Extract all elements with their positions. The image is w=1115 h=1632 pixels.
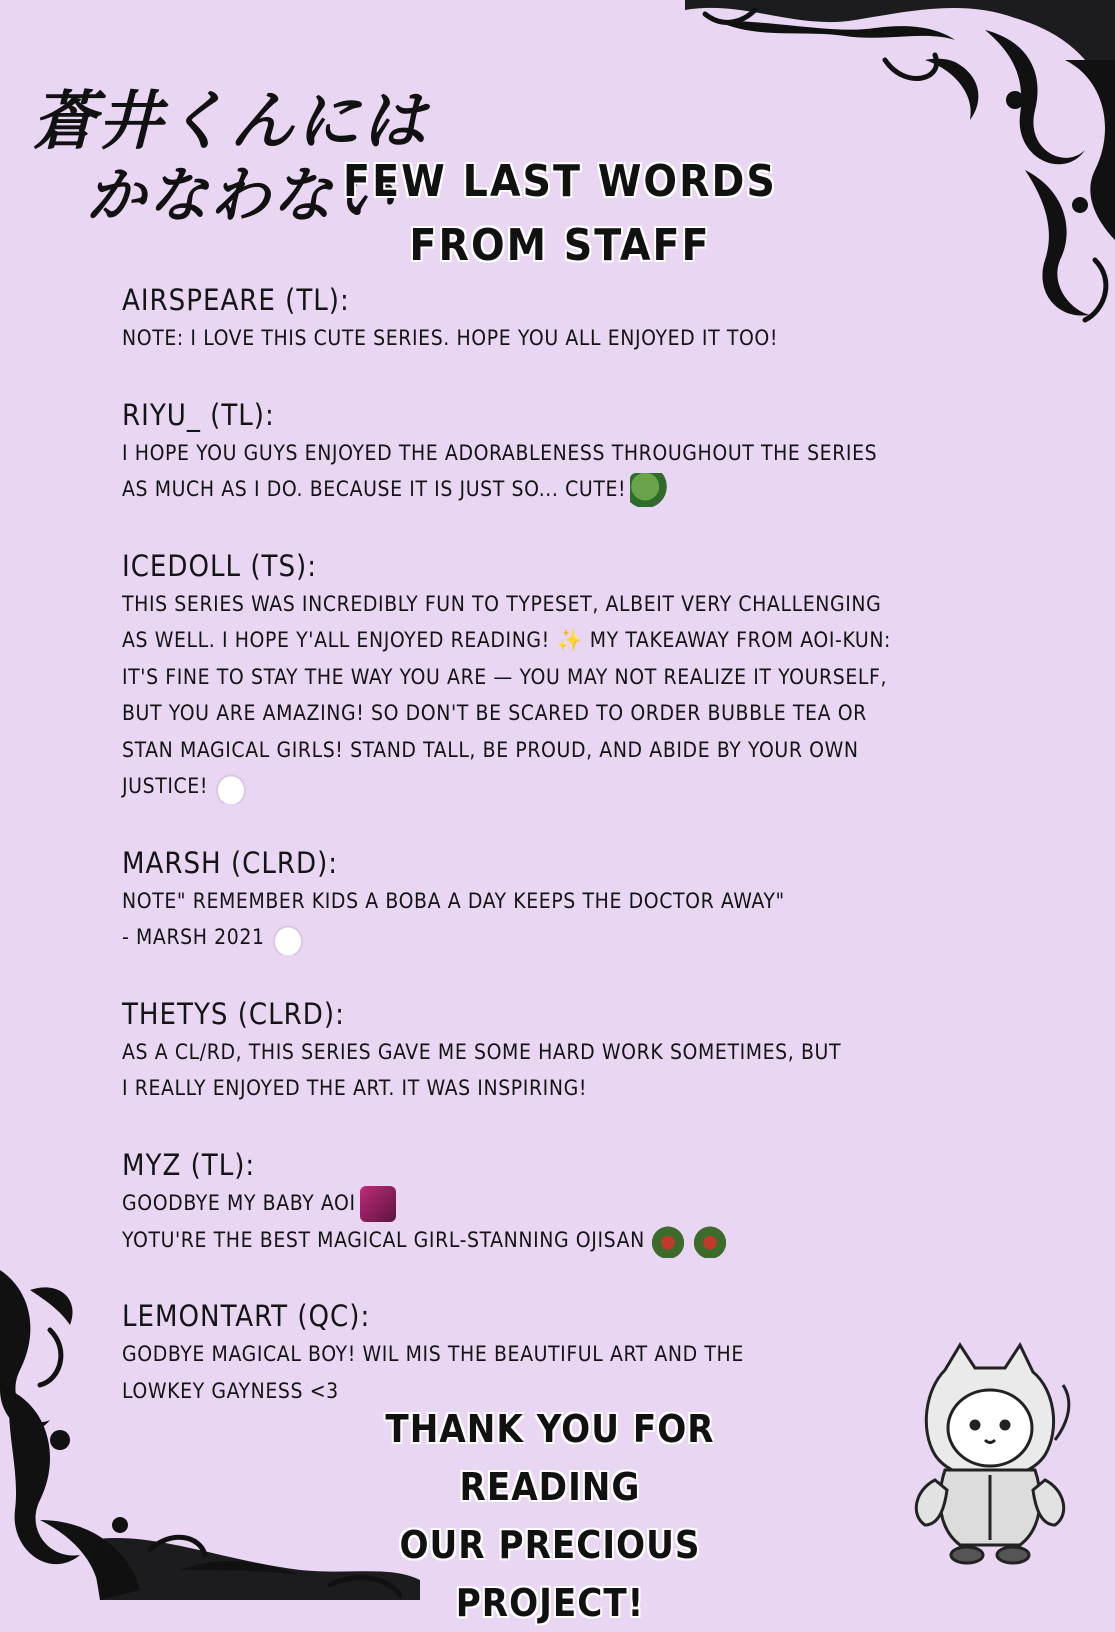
entry-text: THIS SERIES WAS INCREDIBLY FUN TO TYPESET, ALBEIT VERY CHALLENGING bbox=[122, 591, 882, 616]
entry-text: GODBYE MAGICAL BOY! WIL MIS THE BEAUTIFUL ART AND THE bbox=[122, 1342, 744, 1366]
entry-name: RIYU_ (TL): bbox=[122, 397, 275, 432]
closing-line-2: OUR PRECIOUS PROJECT! bbox=[399, 1523, 701, 1625]
entry-text: I REALLY ENJOYED THE ART. IT WAS INSPIRING! bbox=[122, 1076, 587, 1100]
logo-line-1: 蒼井くんには bbox=[32, 84, 428, 159]
entry-text: AS MUCH AS I DO. BECAUSE IT IS JUST SO... CUTE! bbox=[122, 477, 627, 501]
entry-text: - MARSH 2021 bbox=[122, 925, 265, 949]
entry-text: GOODBYE MY BABY AOI bbox=[122, 1190, 356, 1215]
entry-text: IT'S FINE TO STAY THE WAY YOU ARE — YOU MAY NOT REALIZE IT YOURSELF, bbox=[122, 664, 888, 689]
series-logo bbox=[28, 66, 428, 236]
page-title bbox=[330, 150, 790, 278]
title-line-1: FEW LAST WORDS bbox=[343, 156, 777, 207]
entry-text: JUSTICE! bbox=[122, 774, 209, 798]
bunny-bow-icon bbox=[212, 770, 250, 804]
entry-airspeare bbox=[122, 280, 962, 357]
entry-text: YOTU'RE THE BEST MAGICAL GIRL-STANNING OJISAN bbox=[122, 1227, 645, 1252]
entry-name: MYZ (TL): bbox=[122, 1147, 256, 1182]
entry-name: AIRSPEARE (TL): bbox=[122, 283, 350, 317]
entry-text: BUT YOU ARE AMAZING! SO DON'T BE SCARED TO ORDER BUBBLE TEA OR bbox=[122, 701, 867, 725]
entry-marsh bbox=[122, 843, 962, 956]
entry-lemontart bbox=[122, 1296, 962, 1409]
entry-text: NOTE: I LOVE THIS CUTE SERIES. HOPE YOU ALL ENJOYED IT TOO! bbox=[122, 326, 779, 350]
aoi-face-icon bbox=[360, 1186, 396, 1222]
entry-myz bbox=[122, 1145, 962, 1259]
entry-text: AS WELL. I HOPE Y'ALL ENJOYED READING! ✨ MY TAKEAWAY FROM AOI-KUN: bbox=[122, 628, 892, 652]
mascot-illustration bbox=[905, 1340, 1075, 1570]
entry-name: THETYS (CLRD): bbox=[122, 996, 345, 1031]
frog-heart-icon bbox=[691, 1224, 729, 1258]
entry-thetys bbox=[122, 994, 962, 1107]
bunny-heart-icon bbox=[269, 921, 307, 955]
staff-notes bbox=[122, 280, 962, 1447]
entry-text: STAN MAGICAL GIRLS! STAND TALL, BE PROUD, AND ABIDE BY YOUR OWN bbox=[122, 737, 859, 762]
frog-heart-icon bbox=[649, 1224, 687, 1258]
entry-text: AS A CL/RD, THIS SERIES GAVE ME SOME HARD WORK SOMETIMES, BUT bbox=[122, 1039, 842, 1064]
closing-line-1: THANK YOU FOR READING bbox=[385, 1407, 715, 1509]
entry-text: I HOPE YOU GUYS ENJOYED THE ADORABLENESS THROUGHOUT THE SERIES bbox=[122, 440, 878, 465]
closing-message bbox=[300, 1400, 800, 1632]
title-line-2: FROM STAFF bbox=[409, 220, 711, 271]
entry-text: NOTE" REMEMBER KIDS A BOBA A DAY KEEPS THE DOCTOR AWAY" bbox=[122, 888, 785, 913]
entry-name: LEMONTART (QC): bbox=[122, 1299, 371, 1333]
logo-line-2: かなわない bbox=[86, 161, 396, 231]
entry-name: MARSH (CLRD): bbox=[122, 845, 339, 880]
entry-icedoll bbox=[122, 546, 962, 805]
entry-riyu bbox=[122, 395, 962, 508]
entry-text: LOWKEY GAYNESS <3 bbox=[122, 1378, 339, 1403]
entry-name: ICEDOLL (TS): bbox=[122, 548, 318, 583]
frog-hearts-icon bbox=[630, 473, 668, 507]
